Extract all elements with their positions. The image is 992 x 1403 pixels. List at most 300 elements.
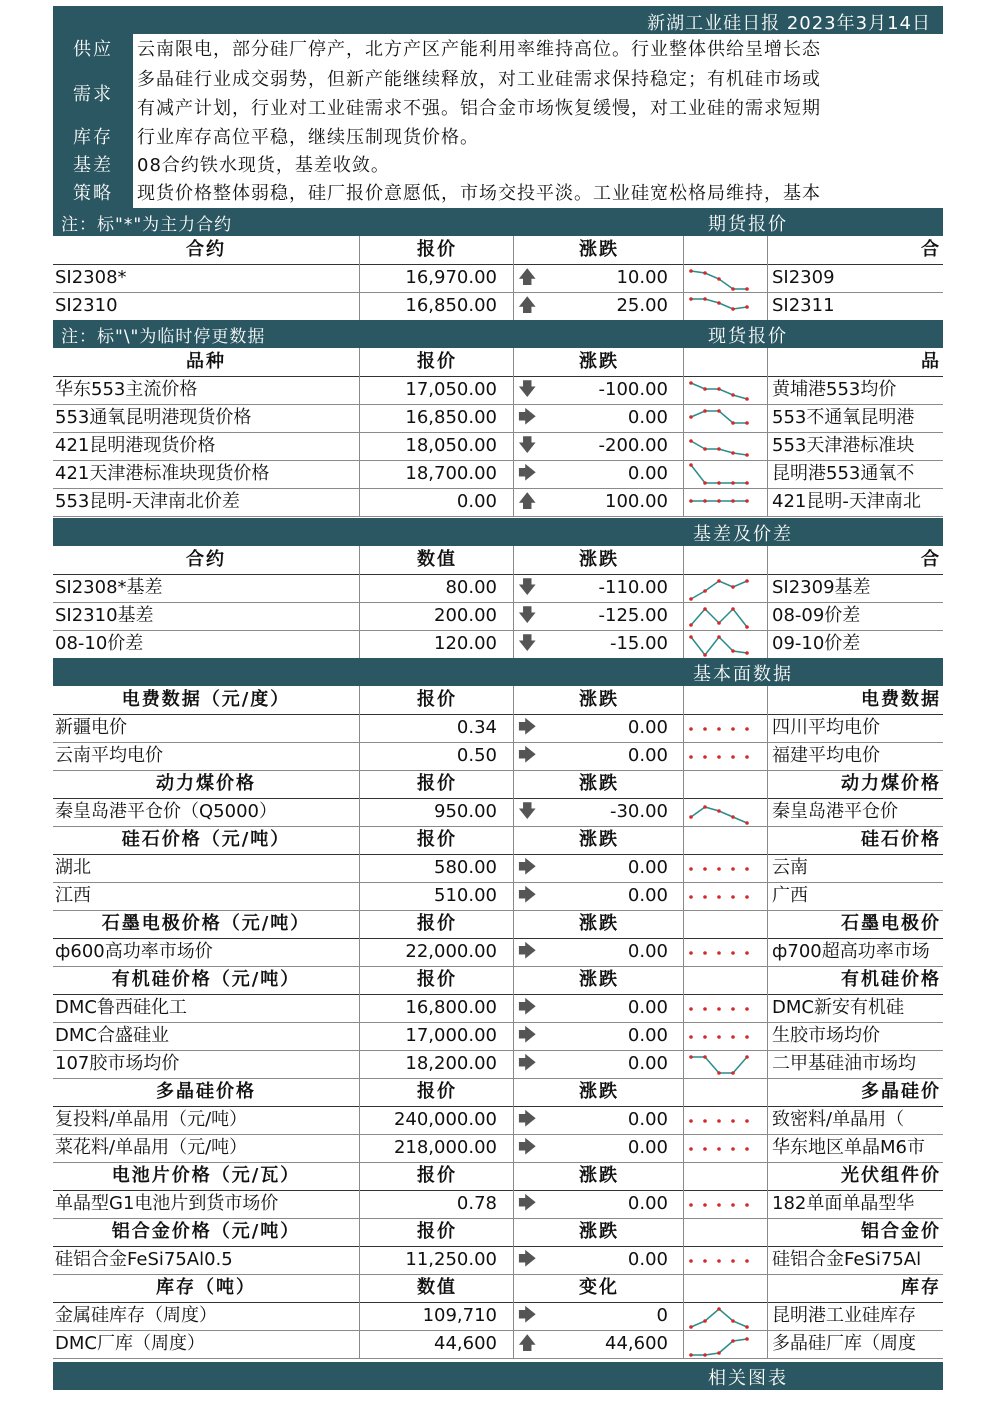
sparkline-point	[731, 393, 735, 397]
sparkline-point	[745, 1007, 749, 1011]
row-price: 218,000.00	[359, 1134, 499, 1162]
column-header-name: 硅石价格（元/吨）	[121, 829, 291, 850]
row-name: 421昆明港现货价格	[55, 435, 216, 456]
trend-sparkline	[688, 632, 752, 658]
sparkline-point	[731, 755, 735, 759]
sparkline-point	[689, 867, 693, 871]
sparkline-point	[745, 453, 749, 457]
sparkline-point	[703, 607, 707, 611]
sparkline-point	[731, 1071, 735, 1075]
row-change-cell	[513, 292, 684, 320]
row-price: 17,050.00	[359, 376, 499, 404]
report-title-bar	[53, 6, 943, 34]
row-right-name: 553不通氧昆明港	[767, 404, 943, 432]
row-right-name: SI2311	[767, 292, 943, 320]
column-header-change: 涨跌	[513, 1078, 684, 1106]
row-change-cell	[513, 854, 684, 882]
row-name: 菜花料/单晶用（元/吨）	[55, 1137, 248, 1158]
column-header-price: 报价	[359, 1078, 514, 1106]
table-row	[53, 292, 943, 321]
sparkline-point	[689, 635, 693, 639]
row-change-cell	[513, 376, 684, 404]
sparkline-point	[703, 653, 707, 657]
sparkline-path	[691, 465, 747, 483]
sparkline-point	[689, 895, 693, 899]
trend-sparkline	[688, 1108, 752, 1134]
row-change: 0.00	[627, 407, 668, 428]
sparkline-point	[745, 1325, 749, 1329]
column-header-name: 合约	[186, 549, 226, 570]
row-change-cell	[513, 1134, 684, 1162]
column-header-right: 多晶硅价	[767, 1078, 943, 1106]
spot-section-bar	[53, 320, 943, 348]
table-row	[53, 938, 943, 967]
sparkline-point	[745, 1147, 749, 1151]
row-price: 22,000.00	[359, 938, 499, 966]
arrow-flat-icon: 🡆	[518, 1193, 537, 1214]
trend-sparkline	[688, 744, 752, 770]
sparkline-point	[745, 755, 749, 759]
column-header-trend	[683, 236, 768, 264]
fundamentals-section-bar	[53, 658, 943, 686]
trend-sparkline	[688, 1304, 752, 1330]
column-header-price: 报价	[359, 686, 514, 714]
sparkline-point	[703, 1203, 707, 1207]
table-header-row	[53, 236, 943, 265]
row-right-name: DMC新安有机硅	[767, 994, 943, 1022]
table-row	[53, 264, 943, 293]
column-header-right: 铝合金价	[767, 1218, 943, 1246]
sparkline-point	[703, 499, 707, 503]
column-header-trend	[683, 686, 768, 714]
sparkline-point	[717, 1203, 721, 1207]
sparkline-point	[689, 269, 693, 273]
row-right-name: 福建平均电价	[767, 742, 943, 770]
row-change: 10.00	[616, 267, 668, 288]
sparkline-point	[703, 1055, 707, 1059]
row-price: 16,800.00	[359, 994, 499, 1022]
table-header-row	[53, 546, 943, 575]
row-trend-cell	[683, 1022, 768, 1050]
table-row	[53, 1302, 943, 1331]
spot-note: 注：标"\"为临时停更数据	[61, 327, 266, 347]
column-header-right: 合	[767, 236, 943, 264]
row-change-cell	[513, 602, 684, 630]
row-trend-cell	[683, 1330, 768, 1358]
row-price: 17,000.00	[359, 1022, 499, 1050]
sparkline-point	[689, 381, 693, 385]
column-header-right: 硅石价格	[767, 826, 943, 854]
sparkline-point	[703, 1259, 707, 1263]
column-header-price: 报价	[359, 1218, 514, 1246]
sparkline-point	[689, 1055, 693, 1059]
row-price: 11,250.00	[359, 1246, 499, 1274]
row-trend-cell	[683, 404, 768, 432]
table-row	[53, 798, 943, 827]
sparkline-point	[745, 727, 749, 731]
row-trend-cell	[683, 264, 768, 292]
column-header-trend	[683, 348, 768, 376]
sparkline-point	[703, 481, 707, 485]
row-right-name: 秦皇岛港平仓价	[767, 798, 943, 826]
column-header-price: 报价	[359, 910, 514, 938]
futures-note: 注：标"*"为主力合约	[61, 215, 233, 235]
table-row	[53, 1190, 943, 1219]
row-name: 单晶型G1电池片到货市场价	[55, 1193, 279, 1214]
sparkline-point	[689, 727, 693, 731]
row-name: 华东553主流价格	[55, 379, 198, 400]
row-change: 0.00	[627, 857, 668, 878]
demand-label: 需求	[53, 81, 133, 109]
column-header-right: 库存	[767, 1274, 943, 1302]
column-header-right: 有机硅价格	[767, 966, 943, 994]
trend-sparkline	[688, 800, 752, 826]
row-right-name: 09-10价差	[767, 630, 943, 658]
sparkline-path	[691, 1057, 747, 1073]
row-name: 553通氧昆明港现货价格	[55, 407, 252, 428]
arrow-flat-icon: 🡆	[518, 407, 537, 428]
sparkline-point	[731, 421, 735, 425]
sparkline-point	[745, 287, 749, 291]
column-header-name: 石墨电极价格（元/吨）	[101, 913, 311, 934]
sparkline-point	[745, 1337, 749, 1341]
column-header-trend	[683, 910, 768, 938]
row-price: 120.00	[359, 630, 499, 658]
table-row	[53, 432, 943, 461]
trend-sparkline	[688, 266, 752, 292]
column-header-price: 数值	[359, 546, 514, 574]
trend-sparkline	[688, 1136, 752, 1162]
trend-sparkline	[688, 1052, 752, 1078]
table-row	[53, 1330, 943, 1359]
trend-sparkline	[688, 1332, 752, 1358]
sparkline-point	[731, 481, 735, 485]
column-header-price: 报价	[359, 236, 514, 264]
sparkline-point	[717, 755, 721, 759]
row-price: 950.00	[359, 798, 499, 826]
sparkline-point	[703, 1007, 707, 1011]
row-change: 0.00	[627, 463, 668, 484]
sparkline-point	[703, 1119, 707, 1123]
trend-sparkline	[688, 716, 752, 742]
sparkline-point	[689, 499, 693, 503]
report-sheet	[53, 6, 943, 1390]
summary-line-6: 现货价格整体弱稳，硅厂报价意愿低，市场交投平淡。工业硅宽松格局维持，基本	[137, 183, 821, 204]
sparkline-point	[717, 895, 721, 899]
trend-sparkline	[688, 462, 752, 488]
column-header-right: 动力煤价格	[767, 770, 943, 798]
sparkline-point	[745, 895, 749, 899]
row-name: DMC厂库（周度）	[55, 1333, 205, 1354]
column-header-price: 报价	[359, 826, 514, 854]
trend-sparkline	[688, 1248, 752, 1274]
sparkline-point	[745, 305, 749, 309]
row-change: 0.00	[627, 1025, 668, 1046]
column-header-trend	[683, 770, 768, 798]
row-name: SI2308*基差	[55, 577, 163, 598]
sparkline-point	[689, 415, 693, 419]
arrow-flat-icon: 🡆	[518, 1305, 537, 1326]
row-price: 18,200.00	[359, 1050, 499, 1078]
row-name: 421天津港标准块现货价格	[55, 463, 270, 484]
sparkline-path	[691, 581, 747, 599]
sparkline-point	[745, 651, 749, 655]
sparkline-point	[689, 1007, 693, 1011]
row-trend-cell	[683, 1246, 768, 1274]
column-header-change: 涨跌	[513, 686, 684, 714]
alloy-header-row	[53, 1218, 943, 1247]
sparkline-point	[689, 597, 693, 601]
table-row	[53, 1134, 943, 1163]
column-header-name: 多晶硅价格	[156, 1081, 256, 1102]
sparkline-point	[731, 1319, 735, 1323]
column-header-price: 报价	[359, 966, 514, 994]
sparkline-point	[717, 951, 721, 955]
sparkline-point	[703, 727, 707, 731]
sparkline-point	[717, 277, 721, 281]
row-right-name: 昆明港553通氧不	[767, 460, 943, 488]
row-right-name: SI2309	[767, 264, 943, 292]
trend-sparkline	[688, 996, 752, 1022]
summary-line-4: 行业库存高位平稳，继续压制现货价格。	[137, 127, 479, 148]
column-header-change: 涨跌	[513, 1162, 684, 1190]
row-change-cell	[513, 264, 684, 292]
row-change-cell	[513, 714, 684, 742]
row-change-cell	[513, 1022, 684, 1050]
trend-sparkline	[688, 856, 752, 882]
sparkline-point	[731, 895, 735, 899]
column-header-right: 合	[767, 546, 943, 574]
table-row	[53, 404, 943, 433]
sparkline-point	[731, 1035, 735, 1039]
row-right-name: 182单面单晶型华	[767, 1190, 943, 1218]
table-row	[53, 1106, 943, 1135]
sparkline-point	[745, 1035, 749, 1039]
table-row	[53, 882, 943, 911]
sparkline-point	[717, 409, 721, 413]
row-change-cell	[513, 1190, 684, 1218]
column-header-right: 光伏组件价	[767, 1162, 943, 1190]
table-row	[53, 1050, 943, 1079]
sparkline-point	[717, 635, 721, 639]
row-price: 0.78	[359, 1190, 499, 1218]
sparkline-point	[703, 409, 707, 413]
table-row	[53, 1246, 943, 1275]
sparkline-point	[703, 1147, 707, 1151]
footer-bar	[53, 1362, 943, 1390]
sparkline-path	[691, 383, 747, 399]
sparkline-point	[689, 297, 693, 301]
sparkline-point	[689, 1203, 693, 1207]
arrow-flat-icon: 🡆	[518, 857, 537, 878]
cell-header-row	[53, 1162, 943, 1191]
row-change: 0.00	[627, 717, 668, 738]
row-change: 44,600	[605, 1333, 668, 1354]
row-price: 0.34	[359, 714, 499, 742]
column-header-trend	[683, 546, 768, 574]
sparkline-point	[689, 755, 693, 759]
row-change: -110.00	[598, 577, 668, 598]
spot-section-title: 现货报价	[708, 326, 788, 347]
sparkline-point	[703, 805, 707, 809]
row-change-cell	[513, 574, 684, 602]
column-header-name: 有机硅价格（元/吨）	[111, 969, 301, 990]
table-row	[53, 854, 943, 883]
basis-label: 基差	[53, 152, 133, 180]
sparkline-point	[731, 649, 735, 653]
row-change: -125.00	[598, 605, 668, 626]
arrow-flat-icon: 🡆	[518, 941, 537, 962]
row-change: -200.00	[598, 435, 668, 456]
row-trend-cell	[683, 602, 768, 630]
row-price: 0.50	[359, 742, 499, 770]
row-trend-cell	[683, 1106, 768, 1134]
supply-label: 供应	[53, 36, 133, 64]
sparkline-point	[703, 387, 707, 391]
sparkline-point	[731, 1339, 735, 1343]
column-header-right: 品	[767, 348, 943, 376]
sparkline-point	[731, 287, 735, 291]
row-change: 0.00	[627, 745, 668, 766]
arrow-flat-icon: 🡆	[518, 463, 537, 484]
row-trend-cell	[683, 376, 768, 404]
row-price: 109,710	[359, 1302, 499, 1330]
row-trend-cell	[683, 742, 768, 770]
sparkline-point	[703, 297, 707, 301]
column-header-name: 合约	[186, 239, 226, 260]
row-right-name: 华东地区单晶M6市	[767, 1134, 943, 1162]
row-change-cell	[513, 994, 684, 1022]
silica-header-row	[53, 826, 943, 855]
table-row	[53, 742, 943, 771]
column-header-price: 报价	[359, 770, 514, 798]
sparkline-path	[691, 637, 747, 655]
column-header-price: 数值	[359, 1274, 514, 1302]
row-name: SI2310基差	[55, 605, 154, 626]
table-row	[53, 602, 943, 631]
row-trend-cell	[683, 1134, 768, 1162]
row-price: 44,600	[359, 1330, 499, 1358]
sparkline-point	[745, 821, 749, 825]
column-header-change: 涨跌	[513, 1218, 684, 1246]
row-trend-cell	[683, 574, 768, 602]
trend-sparkline	[688, 604, 752, 630]
sparkline-point	[689, 439, 693, 443]
row-price: 0.00	[359, 488, 499, 516]
column-header-right: 石墨电极价	[767, 910, 943, 938]
arrow-down-icon: 🡇	[518, 633, 537, 654]
table-row	[53, 714, 943, 743]
trend-sparkline	[688, 294, 752, 320]
sparkline-point	[689, 463, 693, 467]
sparkline-point	[745, 421, 749, 425]
sparkline-point	[689, 1325, 693, 1329]
electricity-header-row	[53, 686, 943, 715]
sparkline-point	[689, 1353, 693, 1357]
arrow-flat-icon: 🡆	[518, 1109, 537, 1130]
sparkline-path	[691, 1309, 747, 1327]
sparkline-point	[745, 951, 749, 955]
row-change-cell	[513, 938, 684, 966]
row-change: -15.00	[609, 633, 668, 654]
sparkline-point	[717, 301, 721, 305]
row-name: 金属硅库存（周度）	[55, 1305, 217, 1326]
row-trend-cell	[683, 994, 768, 1022]
row-right-name: 553天津港标准块	[767, 432, 943, 460]
arrow-flat-icon: 🡆	[518, 1053, 537, 1074]
sparkline-point	[717, 1351, 721, 1355]
graphite-header-row	[53, 910, 943, 939]
row-right-name: 致密料/单晶用（	[767, 1106, 943, 1134]
row-name: 新疆电价	[55, 717, 127, 738]
row-price: 240,000.00	[359, 1106, 499, 1134]
coal-header-row	[53, 770, 943, 799]
row-right-name: 多晶硅厂库（周度	[767, 1330, 943, 1358]
column-header-change: 涨跌	[513, 546, 684, 574]
sparkline-point	[703, 271, 707, 275]
row-trend-cell	[683, 292, 768, 320]
row-change: 0.00	[627, 1137, 668, 1158]
row-change-cell	[513, 742, 684, 770]
inventory-label: 库存	[53, 124, 133, 152]
arrow-down-icon: 🡇	[518, 801, 537, 822]
row-right-name: 生胶市场均价	[767, 1022, 943, 1050]
row-name: DMC合盛硅业	[55, 1025, 169, 1046]
row-name: 107胶市场均价	[55, 1053, 180, 1074]
row-price: 80.00	[359, 574, 499, 602]
column-header-trend	[683, 1218, 768, 1246]
column-header-trend	[683, 966, 768, 994]
inventory-header-row	[53, 1274, 943, 1303]
sparkline-point	[731, 451, 735, 455]
futures-section-bar	[53, 208, 943, 236]
sparkline-point	[731, 1259, 735, 1263]
sparkline-point	[717, 1071, 721, 1075]
sparkline-point	[731, 607, 735, 611]
table-row	[53, 488, 943, 517]
row-change: 0.00	[627, 1193, 668, 1214]
row-change-cell	[513, 630, 684, 658]
row-name: 湖北	[55, 857, 91, 878]
row-trend-cell	[683, 630, 768, 658]
arrow-flat-icon: 🡆	[518, 1249, 537, 1270]
row-right-name: 硅铝合金FeSi75Al	[767, 1246, 943, 1274]
row-price: 580.00	[359, 854, 499, 882]
sparkline-point	[717, 1259, 721, 1263]
row-right-name: 四川平均电价	[767, 714, 943, 742]
sparkline-point	[689, 1035, 693, 1039]
row-trend-cell	[683, 714, 768, 742]
column-header-name: 电费数据（元/度）	[121, 689, 291, 710]
row-price: 18,700.00	[359, 460, 499, 488]
sparkline-point	[703, 951, 707, 955]
column-header-trend	[683, 1078, 768, 1106]
sparkline-point	[689, 1259, 693, 1263]
sparkline-point	[689, 1119, 693, 1123]
column-header-right: 电费数据	[767, 686, 943, 714]
row-name: 硅铝合金FeSi75Al0.5	[55, 1249, 233, 1270]
column-header-change: 涨跌	[513, 770, 684, 798]
row-trend-cell	[683, 488, 768, 516]
sparkline-point	[703, 1319, 707, 1323]
row-right-name: 421昆明-天津南北	[767, 488, 943, 516]
row-change: 0.00	[627, 997, 668, 1018]
sparkline-point	[717, 499, 721, 503]
sparkline-point	[745, 1203, 749, 1207]
sparkline-point	[689, 623, 693, 627]
row-change: 25.00	[616, 295, 668, 316]
sparkline-point	[731, 951, 735, 955]
